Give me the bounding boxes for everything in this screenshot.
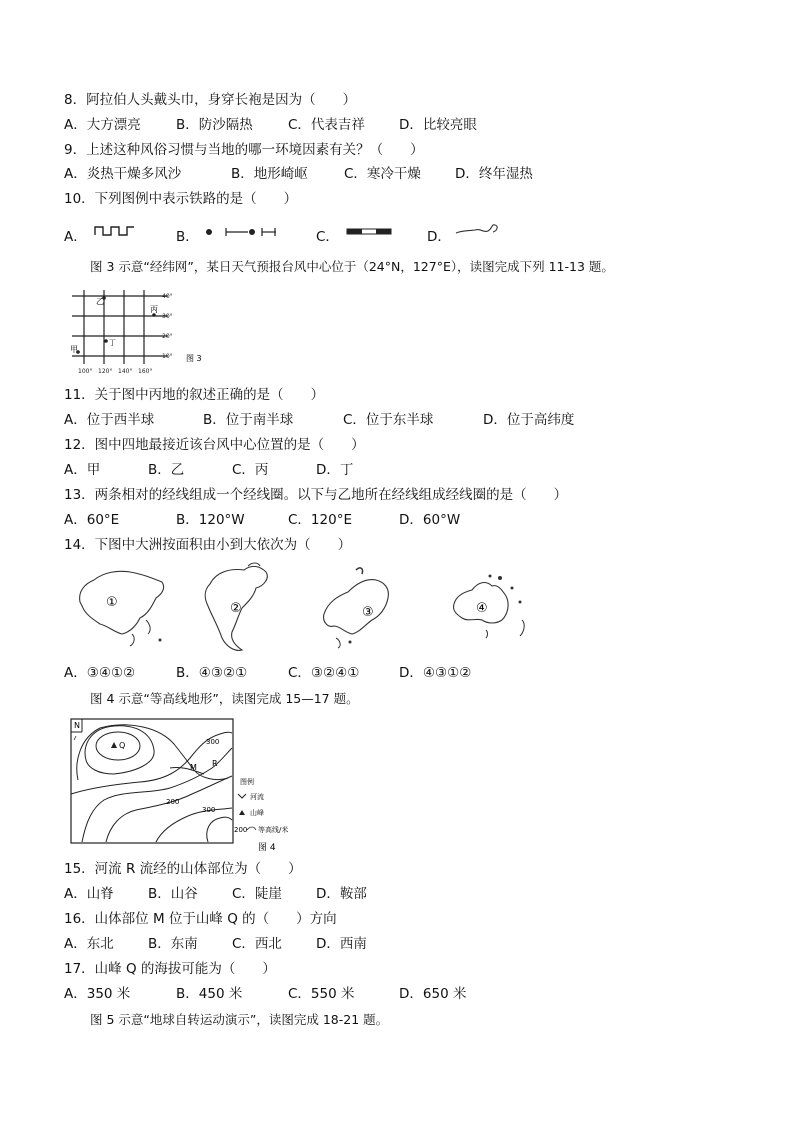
q17-option-c: C．550 米	[288, 986, 355, 1002]
q13-option-b: B．120°W	[176, 512, 245, 528]
q11-option-a: A．位于西半球	[64, 412, 155, 428]
q14-option-b: B．④③②①	[176, 665, 248, 681]
q13-option-a: A．60°E	[64, 512, 120, 528]
q16-option-b: B．东南	[148, 936, 198, 952]
q15-option-b: B．山谷	[148, 886, 198, 902]
q13-option-d: D．60°W	[399, 512, 461, 528]
point-yi: 乙	[96, 297, 104, 306]
figure5-intro: 图 5 示意“地球自转运动演示”，读图完成 18-21 题。	[90, 1012, 389, 1027]
legend-peak: 山峰	[250, 809, 264, 817]
q17-option-b: B．450 米	[176, 986, 243, 1002]
legend-contour: 等高线/米	[258, 826, 289, 834]
continent-oceania-map	[440, 568, 540, 654]
figure3-lat-lon-grid	[64, 286, 204, 378]
figure4-intro: 图 4 示意“等高线地形”，读图完成 15—17 题。	[90, 691, 359, 706]
q12-option-d: D．丁	[316, 462, 354, 478]
contour-200-label: 200	[166, 798, 180, 806]
q9-option-d: D．终年湿热	[455, 166, 533, 182]
q14-option-a: A．③④①②	[64, 665, 136, 681]
q15-stem: 15．河流 R 流经的山体部位为（ ）	[64, 861, 302, 877]
q8-option-d: D．比较亮眼	[399, 117, 477, 133]
lon-label: 100°	[78, 368, 93, 375]
figure4-caption: 图 4	[258, 843, 276, 853]
q16-option-d: D．西南	[316, 936, 367, 952]
q12-stem: 12．图中四地最接近该台风中心位置的是（ ）	[64, 437, 365, 453]
label-4: ④	[476, 601, 488, 616]
q15-option-d: D．鞍部	[316, 886, 367, 902]
q9-option-c: C．寒冷干燥	[344, 166, 421, 182]
q17-option-a: A．350 米	[64, 986, 131, 1002]
point-jia: 甲	[70, 345, 78, 354]
q15-option-a: A．山脊	[64, 886, 114, 902]
lon-label: 120°	[98, 368, 113, 375]
lon-label: 160°	[138, 368, 153, 375]
q14-stem: 14．下图中大洲按面积由小到大依次为（ ）	[64, 537, 352, 553]
q16-stem: 16．山体部位 M 位于山峰 Q 的（ ）方向	[64, 911, 337, 927]
q10-option-b: B．	[176, 229, 199, 245]
figure3-intro: 图 3 示意“经纬网”，某日天气预报台风中心位于（24°N，127°E），读图完成下列 11-13 题。	[90, 259, 614, 274]
q8-option-c: C．代表吉祥	[288, 117, 365, 133]
q13-option-c: C．120°E	[288, 512, 352, 528]
q11-option-b: B．位于南半球	[203, 412, 294, 428]
q14-option-d: D．④③①②	[399, 665, 472, 681]
continent-north-america-map	[190, 560, 280, 660]
continent-asia-map	[70, 562, 170, 652]
figure3-caption: 图 3	[186, 354, 202, 363]
q13-stem: 13．两条相对的经线组成一个经线圈。以下与乙地所在经线组成经线圈的是（ ）	[64, 487, 568, 503]
m-label: M	[190, 763, 197, 772]
q9-option-a: A．炎热干燥多风沙	[64, 166, 182, 182]
q16-option-c: C．西北	[232, 936, 282, 952]
q8-option-a: A．大方漂亮	[64, 117, 141, 133]
q8-option-b: B．防沙隔热	[176, 117, 253, 133]
label-3: ③	[362, 605, 374, 620]
q12-option-c: C．丙	[232, 462, 269, 478]
point-bing: 丙	[150, 305, 158, 314]
label-2: ②	[230, 601, 242, 616]
lat-label: 30°	[162, 313, 173, 320]
lat-label: 20°	[162, 333, 173, 340]
lat-label: 40°	[162, 293, 173, 300]
q10-option-d: D．	[427, 229, 451, 245]
lon-label: 140°	[118, 368, 133, 375]
q8-stem: 8．阿拉伯人头戴头巾，身穿长袍是因为（ ）	[64, 92, 357, 108]
river-symbol-icon	[455, 222, 499, 238]
peak-q-label: Q	[119, 741, 126, 750]
q10-option-a: A．	[64, 229, 87, 245]
q11-option-d: D．位于高纬度	[483, 412, 575, 428]
q15-option-c: C．陡崖	[232, 886, 282, 902]
q17-stem: 17．山峰 Q 的海拔可能为（ ）	[64, 961, 276, 977]
q10-stem: 10．下列图例中表示铁路的是（ ）	[64, 191, 298, 207]
q9-stem: 9．上述这种风俗习惯与当地的哪一环境因素有关？（ ）	[64, 142, 424, 158]
q12-option-a: A．甲	[64, 462, 101, 478]
q11-option-c: C．位于东半球	[343, 412, 434, 428]
railway-symbol-icon	[346, 228, 392, 236]
legend-river: 河流	[250, 793, 264, 801]
continent-europe-map	[310, 562, 400, 652]
contour-300b-label: 300	[202, 806, 216, 814]
highway-symbol-icon	[204, 226, 276, 238]
point-ding: 丁	[109, 339, 116, 347]
q16-option-a: A．东北	[64, 936, 114, 952]
legend-contour-value: 200	[234, 826, 248, 834]
q14-option-c: C．③②④①	[288, 665, 360, 681]
contour-300-label: 300	[206, 738, 220, 746]
label-1: ①	[106, 595, 118, 610]
q11-stem: 11．关于图中丙地的叙述正确的是（ ）	[64, 387, 325, 403]
lat-label: 10°	[162, 353, 173, 360]
north-label: N	[74, 721, 80, 730]
q12-option-b: B．乙	[148, 462, 185, 478]
q17-option-d: D．650 米	[399, 986, 467, 1002]
q9-option-b: B．地形崎岖	[231, 166, 308, 182]
figure4-contour-map	[70, 718, 310, 858]
q10-option-c: C．	[316, 229, 339, 245]
legend-title: 图例	[240, 778, 254, 786]
boundary-symbol-icon	[94, 224, 136, 238]
r-label: R	[212, 759, 218, 768]
